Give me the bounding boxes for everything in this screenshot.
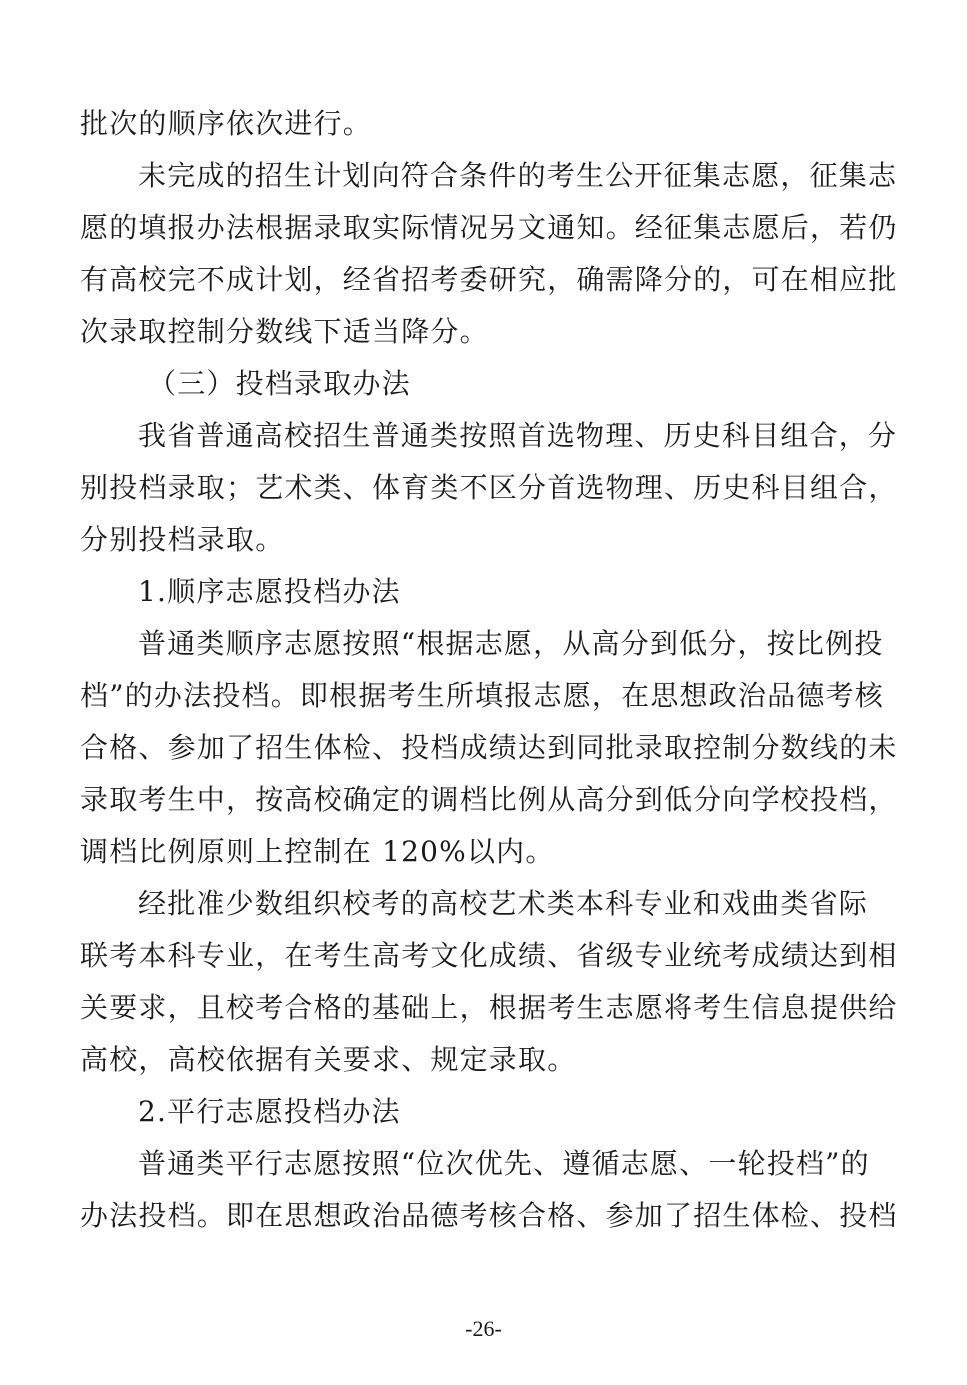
- text-line: 批次的顺序依次进行。: [80, 107, 373, 140]
- text-line: 2.平行志愿投档办法: [138, 1095, 401, 1128]
- page-number: -26-: [465, 1316, 502, 1341]
- text-line: 档”的办法投档。即根据考生所填报志愿，在思想政治品德考核: [80, 679, 884, 712]
- text-line: 愿的填报办法根据录取实际情况另文通知。经征集志愿后，若仍: [80, 211, 898, 244]
- text-line: 普通类平行志愿按照“位次优先、遵循志愿、一轮投档”的: [138, 1147, 870, 1180]
- text-line: 调档比例原则上控制在 120%以内。: [80, 835, 555, 868]
- text-line: 办法投档。即在思想政治品德考核合格、参加了招生体检、投档: [80, 1199, 898, 1232]
- document-body: [80, 98, 898, 1242]
- section-heading: （三）投档录取办法: [148, 367, 411, 400]
- text-line: 联考本科专业，在考生高考文化成绩、省级专业统考成绩达到相: [80, 939, 898, 972]
- text-line: 1.顺序志愿投档办法: [138, 575, 401, 608]
- text-line: 未完成的招生计划向符合条件的考生公开征集志愿，征集志: [138, 159, 898, 192]
- text-line: 别投档录取；艺术类、体育类不区分首选物理、历史科目组合，: [80, 471, 898, 504]
- text-line: 高校，高校依据有关要求、规定录取。: [80, 1043, 577, 1076]
- text-line: 次录取控制分数线下适当降分。: [80, 315, 489, 348]
- text-line: 合格、参加了招生体检、投档成绩达到同批录取控制分数线的未: [80, 731, 898, 764]
- text-line: 有高校完不成计划，经省招考委研究，确需降分的，可在相应批: [80, 263, 898, 296]
- text-line: 录取考生中，按高校确定的调档比例从高分到低分向学校投档，: [80, 783, 898, 816]
- text-line: 经批准少数组织校考的高校艺术类本科专业和戏曲类省际: [138, 887, 869, 920]
- text-line: 关要求，且校考合格的基础上，根据考生志愿将考生信息提供给: [80, 991, 898, 1024]
- text-line: 分别投档录取。: [80, 523, 285, 556]
- text-line: 我省普通高校招生普通类按照首选物理、历史科目组合，分: [138, 419, 898, 452]
- text-line: 普通类顺序志愿按照“根据志愿，从高分到低分，按比例投: [138, 627, 884, 660]
